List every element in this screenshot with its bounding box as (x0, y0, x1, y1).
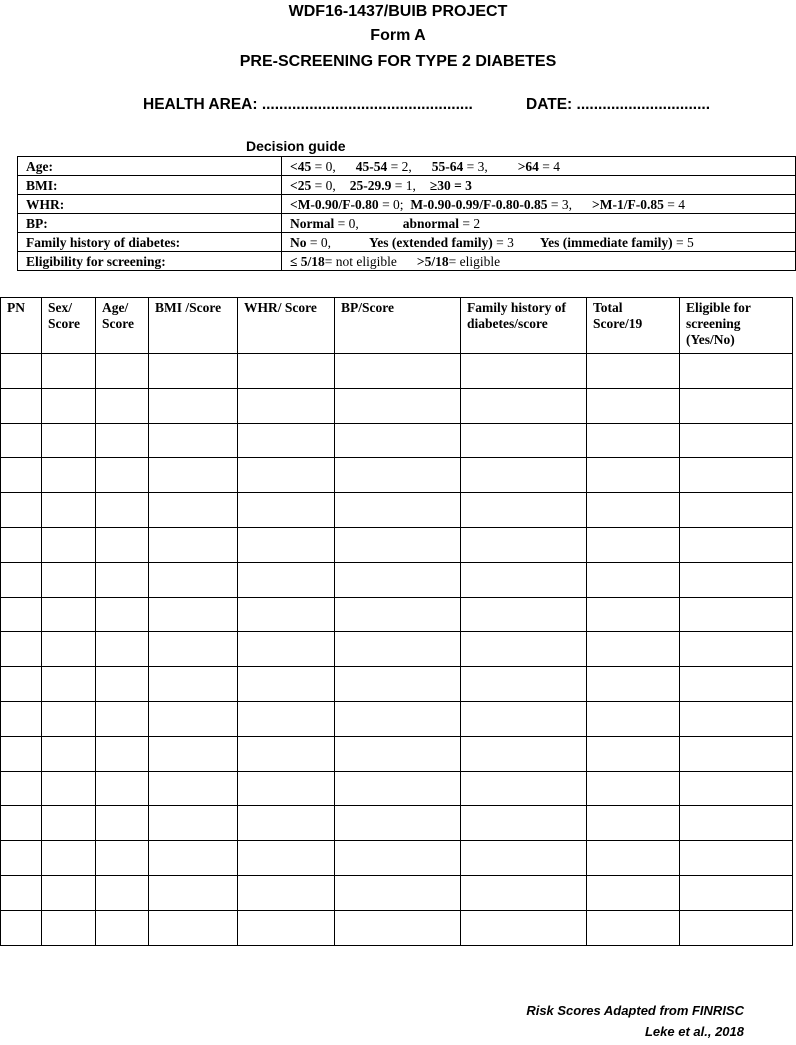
column-header: Family history of diabetes/score (461, 298, 587, 354)
entry-cell[interactable] (461, 632, 587, 667)
decision-guide-row (18, 233, 796, 252)
entry-cell[interactable] (1, 562, 42, 597)
entry-cell[interactable] (587, 701, 680, 736)
entry-cell[interactable] (42, 910, 96, 945)
score-range: ≤ 5/18 (290, 253, 325, 269)
decision-guide-row (18, 157, 796, 176)
entry-cell[interactable] (149, 806, 238, 841)
entry-cell[interactable] (149, 667, 238, 702)
entry-cell[interactable] (335, 527, 461, 562)
entry-cell[interactable] (335, 493, 461, 528)
score-value: = 1, (391, 177, 416, 193)
entry-cell[interactable] (461, 841, 587, 876)
entry-cell[interactable] (238, 632, 335, 667)
entry-cell[interactable] (238, 875, 335, 910)
entry-cell[interactable] (461, 875, 587, 910)
entry-cell[interactable] (42, 562, 96, 597)
entry-cell[interactable] (461, 806, 587, 841)
entry-cell[interactable] (587, 910, 680, 945)
score-range: <M-0.90/F-0.80 (290, 196, 379, 212)
entry-cell[interactable] (680, 562, 793, 597)
entry-cell[interactable] (587, 736, 680, 771)
entry-cell[interactable] (680, 701, 793, 736)
entry-cell[interactable] (335, 910, 461, 945)
entry-cell[interactable] (96, 597, 149, 632)
decision-guide-row (18, 195, 796, 214)
score-range: <45 (290, 158, 312, 174)
entry-cell[interactable] (680, 875, 793, 910)
entry-cell[interactable] (42, 423, 96, 458)
column-header: BP/Score (335, 298, 461, 354)
entry-cell[interactable] (238, 667, 335, 702)
entry-cell[interactable] (680, 910, 793, 945)
entry-cell[interactable] (238, 841, 335, 876)
score-range: ≥30 = 3 (429, 177, 472, 193)
form-title: PRE-SCREENING FOR TYPE 2 DIABETES (239, 53, 557, 70)
entry-cell[interactable] (238, 388, 335, 423)
entry-cell[interactable] (42, 806, 96, 841)
entry-cell[interactable] (335, 841, 461, 876)
entry-cell[interactable] (149, 458, 238, 493)
entry-cell[interactable] (96, 701, 149, 736)
entry-cell[interactable] (149, 597, 238, 632)
entry-cell[interactable] (42, 701, 96, 736)
entry-cell[interactable] (42, 736, 96, 771)
column-header: Total Score/19 (587, 298, 680, 354)
criterion-label: WHR: (18, 195, 282, 214)
entry-cell[interactable] (461, 701, 587, 736)
score-value: = 2 (459, 215, 481, 231)
entry-cell[interactable] (238, 527, 335, 562)
entry-cell[interactable] (1, 771, 42, 806)
entry-cell[interactable] (149, 910, 238, 945)
entry-cell[interactable] (149, 493, 238, 528)
entry-cell[interactable] (680, 771, 793, 806)
entry-cell[interactable] (238, 701, 335, 736)
entry-cell[interactable] (149, 736, 238, 771)
entry-cell[interactable] (149, 354, 238, 389)
entry-cell[interactable] (335, 458, 461, 493)
entry-cell[interactable] (149, 562, 238, 597)
entry-cell[interactable] (335, 388, 461, 423)
entry-cell[interactable] (461, 458, 587, 493)
entry-cell[interactable] (1, 354, 42, 389)
entry-cell[interactable] (1, 736, 42, 771)
entry-cell[interactable] (680, 841, 793, 876)
entry-cell[interactable] (96, 910, 149, 945)
criterion-scores (282, 176, 796, 195)
entry-cell[interactable] (461, 736, 587, 771)
entry-cell[interactable] (587, 527, 680, 562)
entry-cell[interactable] (461, 597, 587, 632)
entry-cell[interactable] (680, 806, 793, 841)
table-row (1, 354, 793, 389)
form-label: Form A (370, 27, 426, 44)
score-value: = 5 (672, 234, 694, 250)
score-value: = 0, (311, 177, 336, 193)
entry-cell[interactable] (461, 771, 587, 806)
entry-cell[interactable] (96, 423, 149, 458)
entry-cell[interactable] (680, 667, 793, 702)
entry-cell[interactable] (335, 736, 461, 771)
entry-cell[interactable] (680, 423, 793, 458)
criterion-label: Age: (18, 157, 282, 176)
entry-cell[interactable] (96, 875, 149, 910)
project-title: WDF16-1437/BUIB PROJECT (288, 3, 508, 20)
entry-cell[interactable] (461, 667, 587, 702)
entry-cell[interactable] (96, 736, 149, 771)
score-value: = not eligible (324, 253, 397, 269)
footer-source-note: Risk Scores Adapted from FINRISC (526, 1003, 744, 1018)
entry-cell[interactable] (587, 354, 680, 389)
table-row (1, 841, 793, 876)
entry-cell[interactable] (461, 493, 587, 528)
entry-cell[interactable] (96, 354, 149, 389)
entry-cell[interactable] (149, 388, 238, 423)
entry-cell[interactable] (149, 841, 238, 876)
score-range: 55-64 (431, 158, 464, 174)
score-value: = 3 (492, 234, 514, 250)
criterion-scores (282, 157, 796, 176)
column-header: PN (1, 298, 42, 354)
score-value: = 4 (538, 158, 561, 174)
table-row (1, 910, 793, 945)
score-value: = 3, (463, 158, 488, 174)
table-row (1, 632, 793, 667)
criterion-scores (282, 214, 796, 233)
entry-cell[interactable] (461, 527, 587, 562)
screening-table (0, 297, 793, 946)
table-row (1, 736, 793, 771)
entry-cell[interactable] (335, 597, 461, 632)
footer-citation: Leke et al., 2018 (644, 1024, 744, 1039)
score-range: Yes (immediate family) (539, 234, 673, 250)
score-value: = 0; (378, 196, 411, 212)
entry-cell[interactable] (587, 875, 680, 910)
entry-cell[interactable] (238, 736, 335, 771)
score-range: >M-1/F-0.85 (592, 196, 664, 212)
entry-cell[interactable] (587, 597, 680, 632)
score-value: = 0, (334, 215, 359, 231)
entry-cell[interactable] (1, 841, 42, 876)
screening-table-header (1, 298, 793, 354)
entry-cell[interactable] (96, 667, 149, 702)
entry-cell[interactable] (335, 562, 461, 597)
entry-cell[interactable] (587, 771, 680, 806)
score-range: Normal (290, 215, 335, 231)
entry-cell[interactable] (96, 562, 149, 597)
entry-cell[interactable] (680, 493, 793, 528)
score-range: 25-29.9 (349, 177, 392, 193)
entry-cell[interactable] (587, 632, 680, 667)
entry-cell[interactable] (335, 806, 461, 841)
entry-cell[interactable] (96, 493, 149, 528)
entry-cell[interactable] (1, 667, 42, 702)
entry-cell[interactable] (42, 388, 96, 423)
score-range: >64 (517, 158, 539, 174)
entry-cell[interactable] (461, 354, 587, 389)
column-header: BMI /Score (149, 298, 238, 354)
column-header: Age/ Score (96, 298, 149, 354)
entry-cell[interactable] (587, 388, 680, 423)
entry-cell[interactable] (680, 632, 793, 667)
entry-cell[interactable] (238, 562, 335, 597)
entry-cell[interactable] (587, 841, 680, 876)
entry-cell[interactable] (680, 527, 793, 562)
entry-cell[interactable] (587, 493, 680, 528)
decision-guide-table (17, 156, 796, 271)
entry-cell[interactable] (238, 597, 335, 632)
entry-cell[interactable] (149, 875, 238, 910)
entry-cell[interactable] (238, 806, 335, 841)
table-row (1, 527, 793, 562)
entry-cell[interactable] (149, 771, 238, 806)
entry-cell[interactable] (42, 527, 96, 562)
entry-cell[interactable] (461, 910, 587, 945)
entry-cell[interactable] (96, 632, 149, 667)
entry-cell[interactable] (680, 388, 793, 423)
entry-cell[interactable] (96, 771, 149, 806)
table-row (1, 597, 793, 632)
column-header: Eligible for screening (Yes/No) (680, 298, 793, 354)
decision-guide-title: Decision guide (246, 138, 346, 154)
entry-cell[interactable] (1, 388, 42, 423)
score-value: = 0, (306, 234, 331, 250)
score-value: = 0, (311, 158, 336, 174)
score-range: >5/18 (416, 253, 449, 269)
entry-cell[interactable] (680, 736, 793, 771)
entry-cell[interactable] (1, 493, 42, 528)
entry-cell[interactable] (680, 458, 793, 493)
entry-cell[interactable] (335, 423, 461, 458)
entry-cell[interactable] (42, 771, 96, 806)
decision-guide-row (18, 176, 796, 195)
entry-cell[interactable] (238, 493, 335, 528)
entry-cell[interactable] (461, 423, 587, 458)
entry-cell[interactable] (238, 771, 335, 806)
entry-cell[interactable] (1, 458, 42, 493)
score-value: = eligible (448, 253, 501, 269)
entry-cell[interactable] (42, 875, 96, 910)
criterion-scores (282, 233, 796, 252)
entry-cell[interactable] (42, 354, 96, 389)
entry-cell[interactable] (335, 701, 461, 736)
column-header: WHR/ Score (238, 298, 335, 354)
score-range: M-0.90-0.99/F-0.80-0.85 (410, 196, 548, 212)
entry-cell[interactable] (335, 771, 461, 806)
table-row (1, 667, 793, 702)
entry-cell[interactable] (1, 875, 42, 910)
table-row (1, 771, 793, 806)
entry-cell[interactable] (461, 562, 587, 597)
entry-cell[interactable] (238, 354, 335, 389)
entry-cell[interactable] (1, 632, 42, 667)
entry-cell[interactable] (96, 841, 149, 876)
entry-cell[interactable] (1, 597, 42, 632)
entry-cell[interactable] (335, 667, 461, 702)
entry-cell[interactable] (149, 632, 238, 667)
table-row (1, 701, 793, 736)
table-row (1, 493, 793, 528)
score-range: 45-54 (355, 158, 388, 174)
table-row (1, 388, 793, 423)
entry-cell[interactable] (96, 806, 149, 841)
entry-cell[interactable] (42, 493, 96, 528)
table-row (1, 562, 793, 597)
entry-cell[interactable] (587, 806, 680, 841)
entry-cell[interactable] (587, 562, 680, 597)
table-row (1, 875, 793, 910)
entry-cell[interactable] (149, 423, 238, 458)
criterion-label: BP: (18, 214, 282, 233)
entry-cell[interactable] (238, 910, 335, 945)
entry-cell[interactable] (96, 527, 149, 562)
criterion-scores (282, 195, 796, 214)
decision-guide-row (18, 252, 796, 271)
score-value: = 2, (387, 158, 412, 174)
entry-cell[interactable] (149, 527, 238, 562)
entry-cell[interactable] (96, 388, 149, 423)
date-field[interactable]: DATE: ............................... (526, 96, 711, 113)
entry-cell[interactable] (42, 841, 96, 876)
entry-cell[interactable] (587, 458, 680, 493)
entry-cell[interactable] (335, 875, 461, 910)
table-row (1, 806, 793, 841)
entry-cell[interactable] (238, 458, 335, 493)
entry-cell[interactable] (680, 597, 793, 632)
score-range: No (290, 234, 307, 250)
entry-cell[interactable] (680, 354, 793, 389)
score-value: = 4 (663, 196, 685, 212)
decision-guide-row (18, 214, 796, 233)
entry-cell[interactable] (42, 458, 96, 493)
score-range: Yes (extended family) (369, 234, 493, 250)
criterion-label: BMI: (18, 176, 282, 195)
entry-cell[interactable] (42, 632, 96, 667)
entry-cell[interactable] (587, 423, 680, 458)
entry-cell[interactable] (1, 423, 42, 458)
table-row (1, 423, 793, 458)
entry-cell[interactable] (461, 388, 587, 423)
score-value: = 3, (547, 196, 573, 212)
health-area-field[interactable]: HEALTH AREA: ................................................. (143, 96, 473, 113)
criterion-label: Eligibility for screening: (18, 252, 282, 271)
entry-cell[interactable] (335, 354, 461, 389)
entry-cell[interactable] (42, 597, 96, 632)
entry-cell[interactable] (1, 527, 42, 562)
entry-cell[interactable] (1, 701, 42, 736)
entry-cell[interactable] (42, 667, 96, 702)
table-row (1, 458, 793, 493)
entry-cell[interactable] (96, 458, 149, 493)
column-header: Sex/ Score (42, 298, 96, 354)
score-range: <25 (290, 177, 312, 193)
entry-cell[interactable] (1, 806, 42, 841)
entry-cell[interactable] (238, 423, 335, 458)
criterion-scores (282, 252, 796, 271)
entry-cell[interactable] (1, 910, 42, 945)
entry-cell[interactable] (587, 667, 680, 702)
criterion-label: Family history of diabetes: (18, 233, 282, 252)
score-range: abnormal (402, 215, 460, 231)
entry-cell[interactable] (335, 632, 461, 667)
entry-cell[interactable] (149, 701, 238, 736)
